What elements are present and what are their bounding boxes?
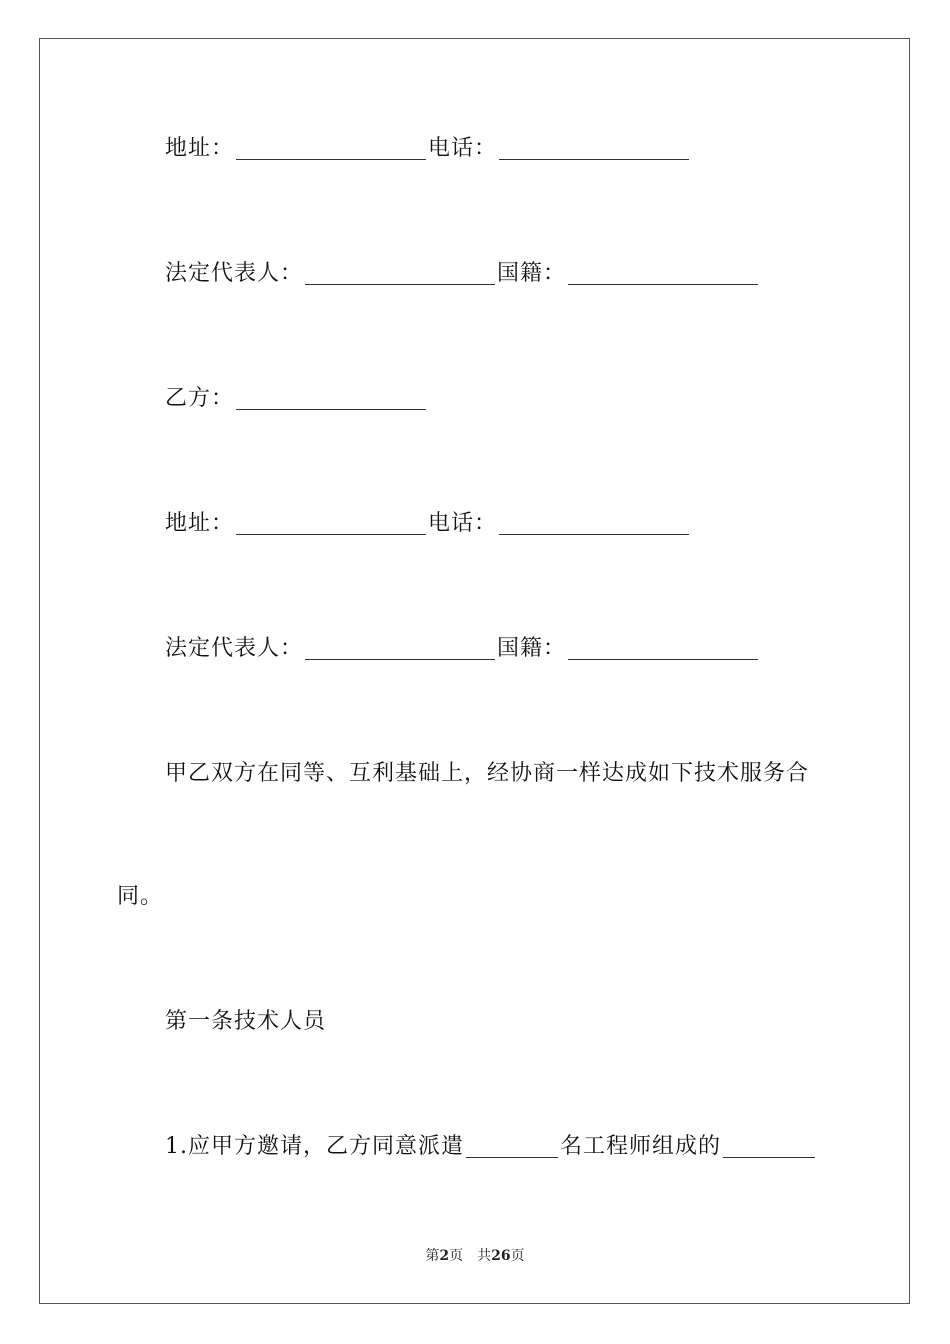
total-suffix: 页	[510, 1248, 525, 1264]
page-suffix: 页	[449, 1248, 464, 1264]
address-label: 地址：	[165, 136, 235, 161]
address-blank	[236, 510, 426, 535]
article-1-item-1	[165, 1132, 817, 1162]
total-prefix: 共	[477, 1248, 492, 1264]
phone-blank	[499, 510, 689, 535]
item-1-text-part-1: 1.应甲方邀请，乙方同意派遣	[165, 1134, 464, 1159]
article-1-title: 第一条技术人员	[165, 1009, 327, 1034]
nationality-label: 国籍：	[497, 261, 567, 286]
legal-rep-blank	[305, 635, 495, 660]
nationality-label: 国籍：	[497, 636, 567, 661]
party-a-legal-rep-row	[165, 259, 760, 289]
total-pages: 26	[491, 1248, 511, 1264]
item-1-text-part-2: 名工程师组成的	[560, 1134, 722, 1159]
team-name-blank	[723, 1133, 815, 1158]
party-b-name-row	[165, 384, 428, 414]
legal-rep-label: 法定代表人：	[165, 636, 304, 661]
address-blank	[236, 135, 426, 160]
page-prefix: 第	[425, 1248, 440, 1264]
page-border	[39, 38, 910, 1304]
party-b-label: 乙方：	[165, 386, 235, 411]
nationality-blank	[568, 260, 758, 285]
phone-blank	[499, 135, 689, 160]
address-label: 地址：	[165, 511, 235, 536]
phone-label: 电话：	[428, 511, 498, 536]
phone-label: 电话：	[428, 136, 498, 161]
party-a-address-phone-row	[165, 134, 691, 164]
party-b-address-phone-row	[165, 509, 691, 539]
party-b-blank	[236, 385, 426, 410]
nationality-blank	[568, 635, 758, 660]
page-footer	[0, 1246, 950, 1266]
party-b-legal-rep-row	[165, 634, 760, 664]
legal-rep-label: 法定代表人：	[165, 261, 304, 286]
preamble-line-1: 甲乙双方在同等、互利基础上，经协商一样达成如下技术服务合	[165, 761, 810, 786]
page-number: 2	[439, 1248, 450, 1264]
preamble-line-2: 同。	[117, 884, 164, 909]
legal-rep-blank	[305, 260, 495, 285]
engineer-count-blank	[466, 1133, 558, 1158]
